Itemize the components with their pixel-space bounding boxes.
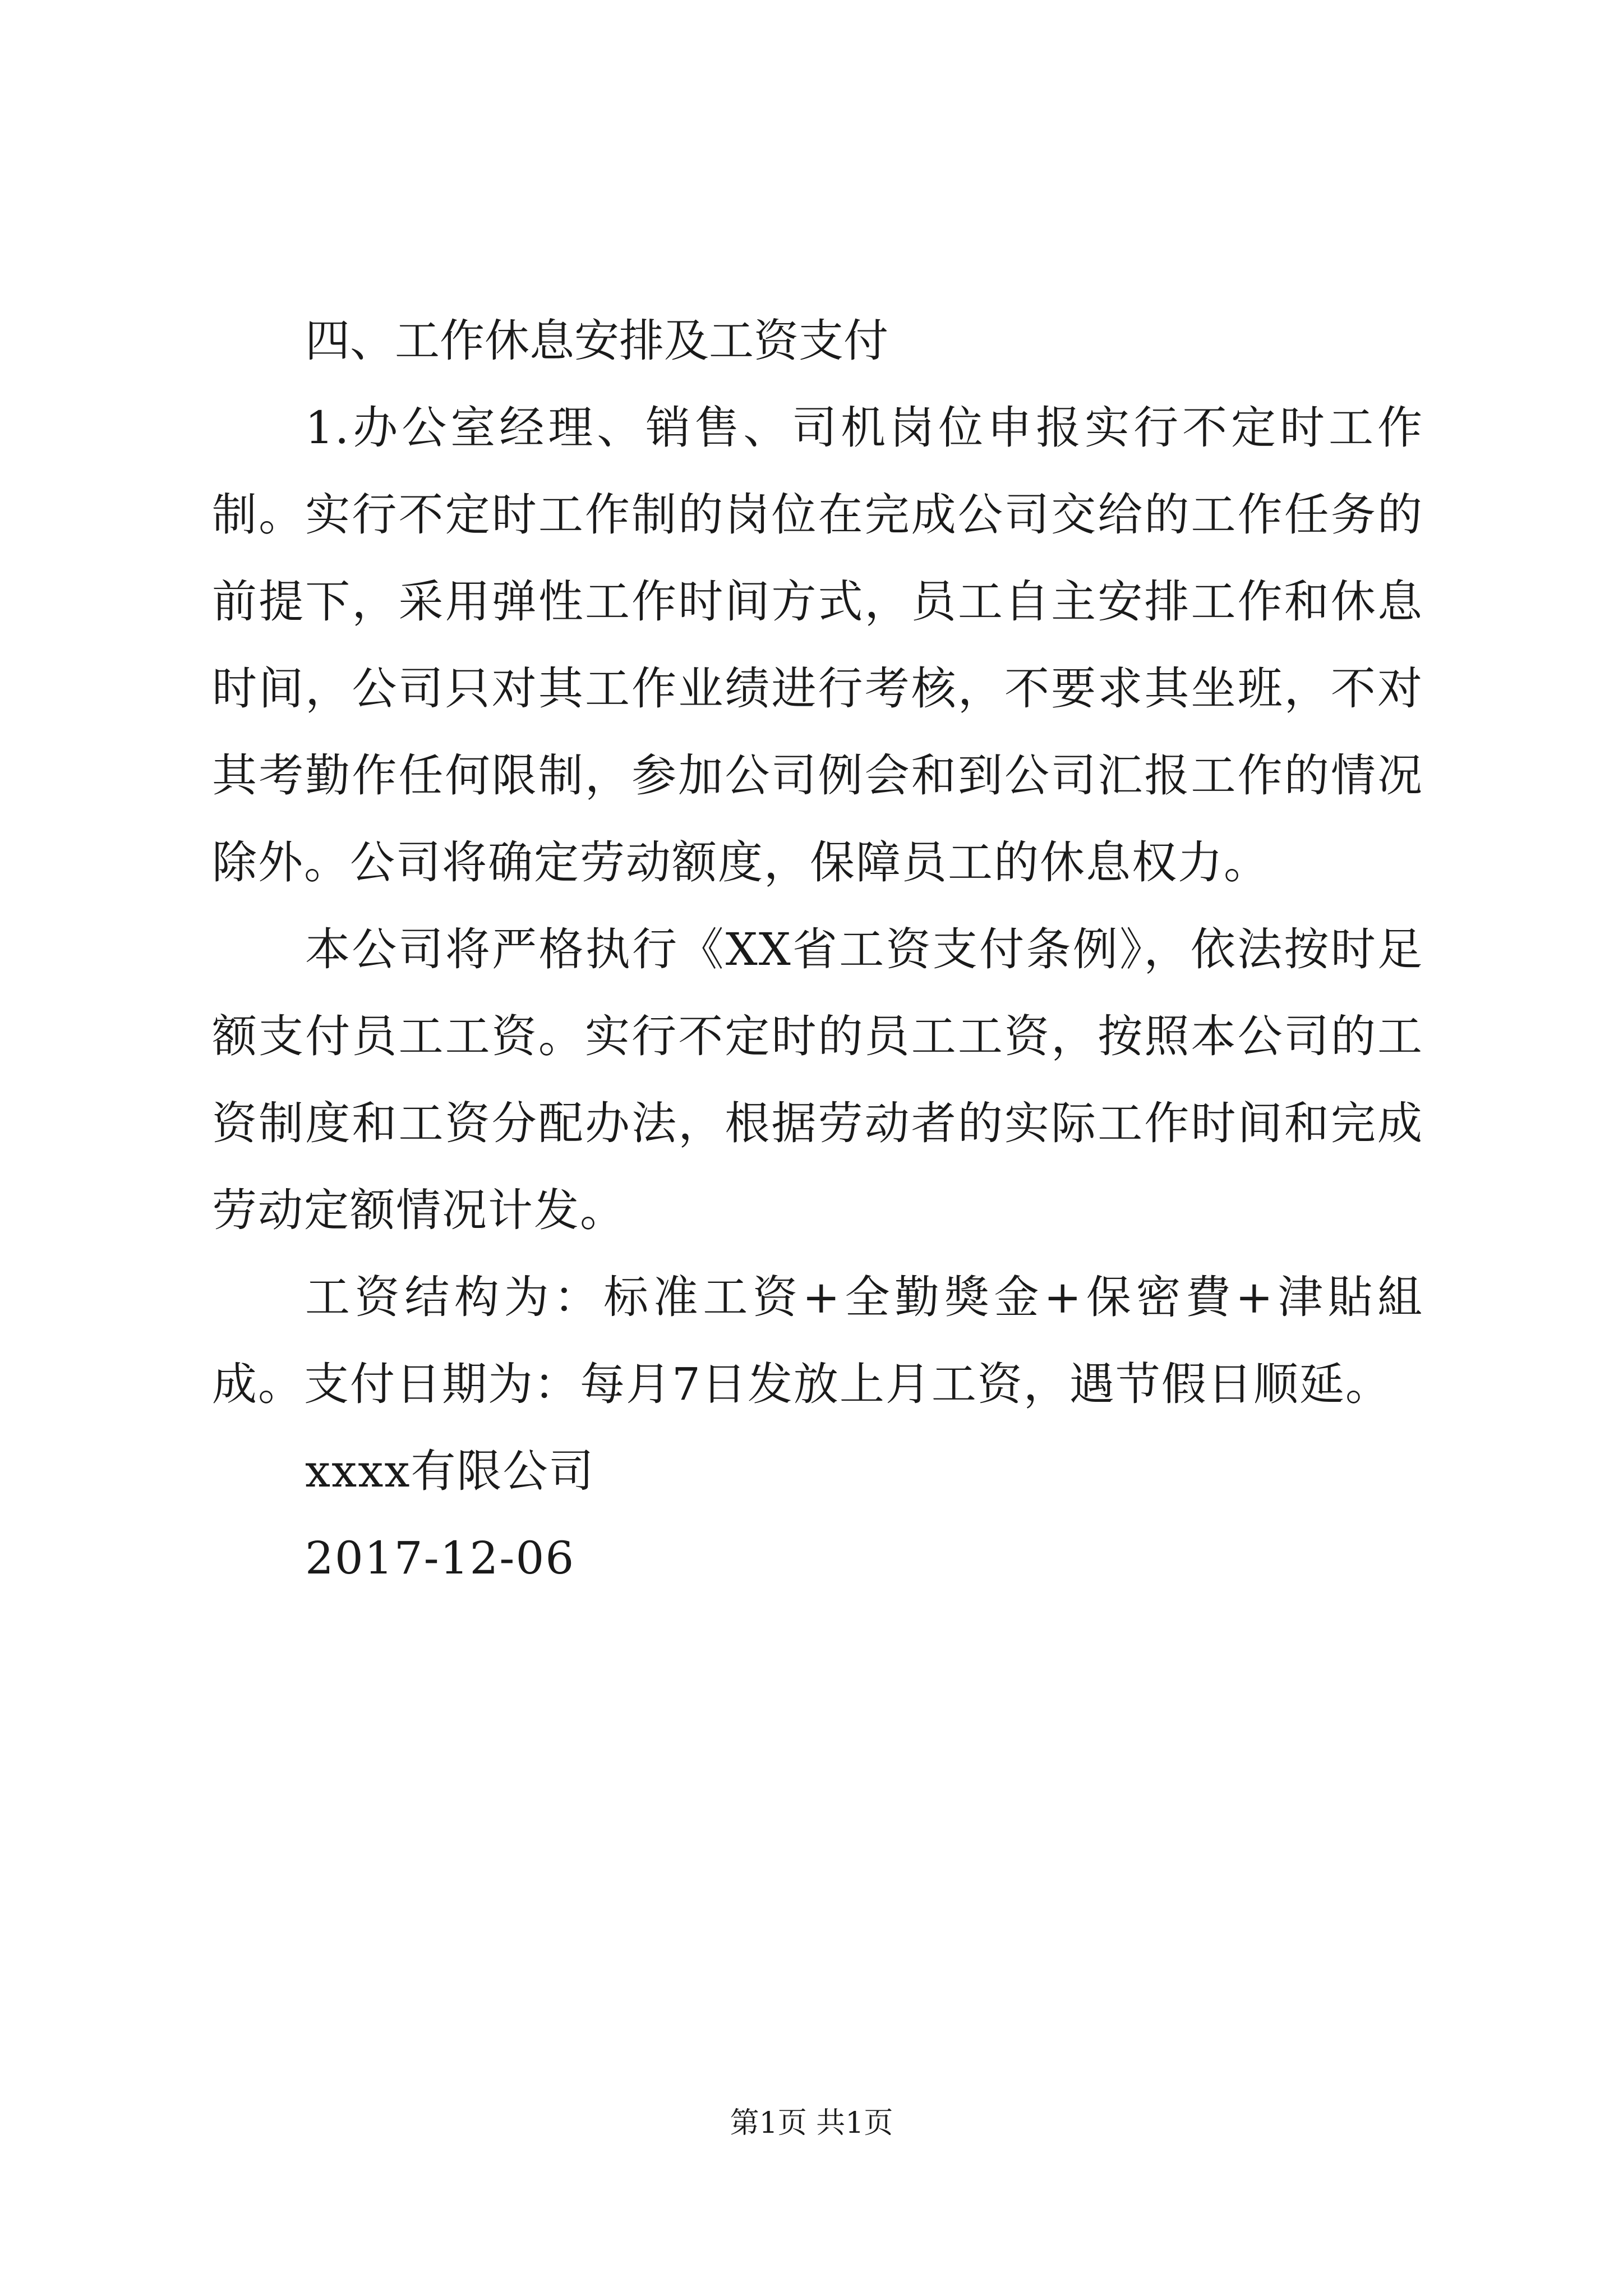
paragraph-wage-payment: 本公司将严格执行《XX省工资支付条例》，依法按时足额支付员工工资。实行不定时的员工工资，按照本公司的工资制度和工资分配办法，根据劳动者的实际工作时间和完成劳动定额情况计发。 [212,923,1423,1236]
paragraph-wage-structure: 工资结构为：标准工资+全勤獎金+保密費+津貼組成。支付日期为：每月7日发放上月工资，遇节假日顺延。 [212,1271,1423,1410]
document-date: 2017-12-06 [305,1532,575,1584]
page-footer: 第1页 共1页 [730,2106,893,2140]
section-heading: 四、工作休息安排及工资支付 [305,315,888,367]
paragraph-work-schedule: 1.办公室经理、销售、司机岗位申报实行不定时工作制。实行不定时工作制的岗位在完成公司交给的工作任务的前提下，采用弹性工作时间方式，员工自主安排工作和休息时间，公司只对其工作业绩进行考核，不要求其坐班，不对其考勤作任何限制，参加公司例会和到公司汇报工作的情况除外。公司将确定劳动额度，保障员工的休息权力。 [212,402,1423,889]
company-name: xxxx有限公司 [305,1445,595,1497]
document-body [212,297,1423,1602]
